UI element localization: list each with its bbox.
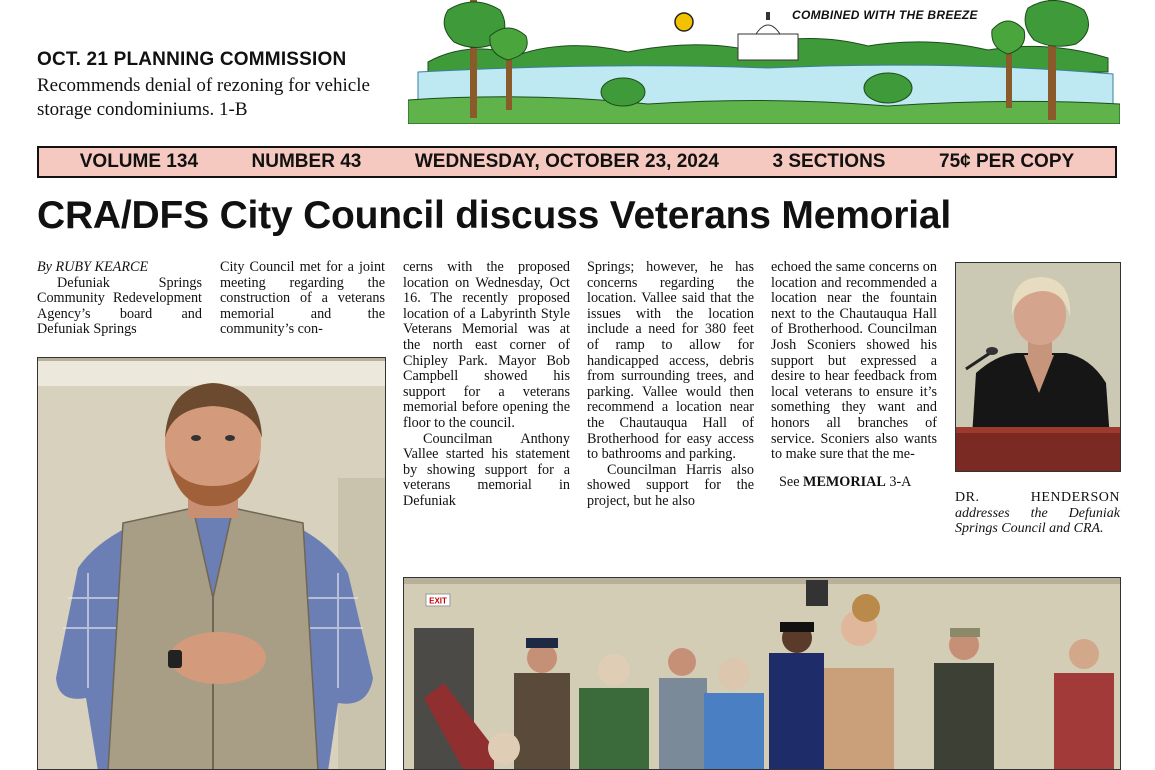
article-column-5 xyxy=(771,260,937,490)
folio-date: WEDNESDAY, OCTOBER 23, 2024 xyxy=(414,151,719,172)
woman-at-podium-photo xyxy=(956,263,1121,472)
article-col4-p1: Springs; however, he has concerns regarding the location. Vallee said that the issues with the location include a need for 380 feet of ramp to allow for handicapped access, debris from surrounding trees, and parking. Vallee would then recommend a location near the Chautauqua Hall of Brotherhood for easy access to bathrooms and parking. xyxy=(587,259,754,463)
article-col5-p1: echoed the same concerns on location and recommended a location near the fountain next to the Chautauqua Hall of Brotherhood. Councilman Josh Sconiers showed his support but expressed a desire to hear feedback from local veterans to ensure it’s something they want and honors all branches of service. Sconiers also wants to make sure that the me- xyxy=(771,259,937,463)
photo-caption xyxy=(955,490,1120,537)
folio-volume: VOLUME 134 xyxy=(79,151,199,172)
combined-note: COMBINED WITH THE BREEZE xyxy=(792,8,978,22)
article-column-2 xyxy=(220,260,385,338)
article-column-3 xyxy=(403,260,570,510)
article-column-4 xyxy=(587,260,754,510)
article-col2-text: City Council met for a joint meeting regarding the construction of a veterans memorial and the community’s con- xyxy=(220,259,385,338)
article-col1-text: Defuniak Springs Community Redevelopment Agency’s board and Defuniak Springs xyxy=(37,274,202,338)
folio-price: 75¢ PER COPY xyxy=(939,151,1075,172)
article-column-1 xyxy=(37,260,202,338)
teaser-headline[interactable]: OCT. 21 PLANNING COMMISSION xyxy=(37,49,347,70)
folio-number: NUMBER 43 xyxy=(251,151,362,172)
byline: By RUBY KEARCE xyxy=(37,259,149,275)
folio-bar xyxy=(37,146,1117,178)
speaker-photo xyxy=(37,357,386,770)
article-headline[interactable]: CRA/DFS City Council discuss Veterans Memorial xyxy=(37,194,952,237)
article-col4-p2: Councilman Harris also showed support for the project, but he also xyxy=(587,461,754,509)
caption-name: DR. HENDERSON xyxy=(955,490,1120,505)
audience-standing-photo xyxy=(404,578,1121,770)
masthead-illustration xyxy=(408,0,1120,124)
article-col3-p2: Councilman Anthony Vallee started his statement by showing support for a veterans memorial in Defuniak xyxy=(403,430,570,509)
caption-text: addresses the Defuniak Springs Council and CRA. xyxy=(955,505,1120,537)
exit-sign: EXIT xyxy=(429,596,447,606)
teaser-text: Recommends denial of rezoning for vehicle storage condominiums. 1-B xyxy=(37,75,370,120)
article-col3-p1: cerns with the proposed location on Wednesday, Oct 16. The recently proposed location of a Labyrinth Style Veterans Memorial was at the north east corner of Chipley Park. Mayor Bob Campbell showed his support for a veterans memorial before opening the floor to the council. xyxy=(403,259,570,431)
man-in-vest-photo xyxy=(38,358,386,770)
woman-photo xyxy=(955,262,1121,472)
crowd-photo xyxy=(403,577,1121,770)
jump-line[interactable]: See MEMORIAL 3-A xyxy=(779,473,912,490)
folio-sections: 3 SECTIONS xyxy=(772,151,886,172)
